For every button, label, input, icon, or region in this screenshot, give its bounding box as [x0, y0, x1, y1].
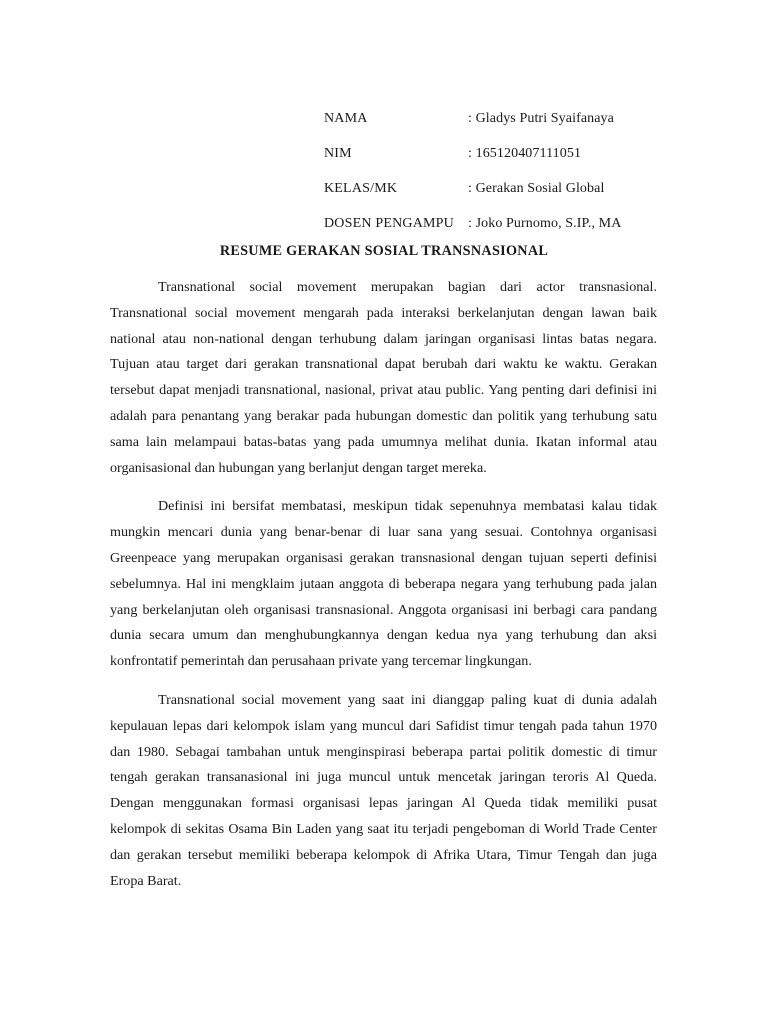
info-value: : Gladys Putri Syaifanaya	[468, 110, 614, 126]
info-label: NIM	[324, 145, 352, 161]
body-paragraph: Transnational social movement merupakan bagian dari actor transnasional. Transnational social movement mengarah pada interaksi berkelanjutan dengan lawan baik national atau non-national dengan terhubung dalam jaringan organisasi lintas batas negara. Tujuan atau target dari gerakan transnational dapat berubah dari waktu ke waktu. Gerakan tersebut dapat menjadi transnational, nasional, privat atau public. Yang penting dari definisi ini adalah para penantang yang berakar pada hubungan domestic dan politik yang terhubung satu sama lain melampaui batas-batas yang pada umumnya melihat dunia. Ikatan informal atau organisasional dan hubungan yang berlanjut dengan target mereka.	[110, 279, 657, 476]
document-body	[110, 275, 657, 907]
info-value: : Gerakan Sosial Global	[468, 180, 605, 196]
info-label: KELAS/MK	[324, 180, 398, 196]
info-label: NAMA	[324, 110, 368, 126]
info-row-dosen	[324, 206, 621, 241]
info-row-kelas	[324, 171, 621, 206]
info-row-nama	[324, 101, 621, 136]
info-value: : Joko Purnomo, S.IP., MA	[468, 215, 622, 231]
info-row-nim	[324, 136, 621, 171]
document-title: RESUME GERAKAN SOSIAL TRANSNASIONAL	[219, 243, 549, 259]
body-paragraph: Definisi ini bersifat membatasi, meskipun tidak sepenuhnya membatasi kalau tidak mungkin mencari dunia yang benar-benar di luar sana yang sesuai. Contohnya organisasi Greenpeace yang merupakan organisasi gerakan transnasional dengan tujuan seperti definisi sebelumnya. Hal ini mengklaim jutaan anggota di beberapa negara yang terhubung pada jalan yang berkelanjutan oleh organisasi transnasional. Anggota organisasi ini berbagi cara pandang dunia secara umum dan menghubungkannya dengan kedua nya yang terhubung dan aksi konfrontatif pemerintah dan perusahaan private yang tercemar lingkungan.	[110, 498, 657, 670]
info-value: : 165120407111051	[468, 145, 582, 161]
student-info	[324, 101, 621, 241]
info-label: DOSEN PENGAMPU	[324, 215, 454, 231]
body-paragraph: Transnational social movement yang saat ini dianggap paling kuat di dunia adalah kepulauan lepas dari kelompok islam yang muncul dari Safidist timur tengah pada tahun 1970 dan 1980. Sebagai tambahan untuk menginspirasi beberapa partai politik domestic di timur tengah gerakan transanasional ini juga muncul untuk mencetak jaringan teroris Al Queda. Dengan menggunakan formasi organisasi lepas jaringan Al Queda tidak memiliki pusat kelompok di sekitas Osama Bin Laden yang saat itu terjadi pengeboman di World Trade Center dan gerakan tersebut memiliki beberapa kelompok di Afrika Utara, Timur Tengah dan juga Eropa Barat.	[110, 691, 657, 889]
